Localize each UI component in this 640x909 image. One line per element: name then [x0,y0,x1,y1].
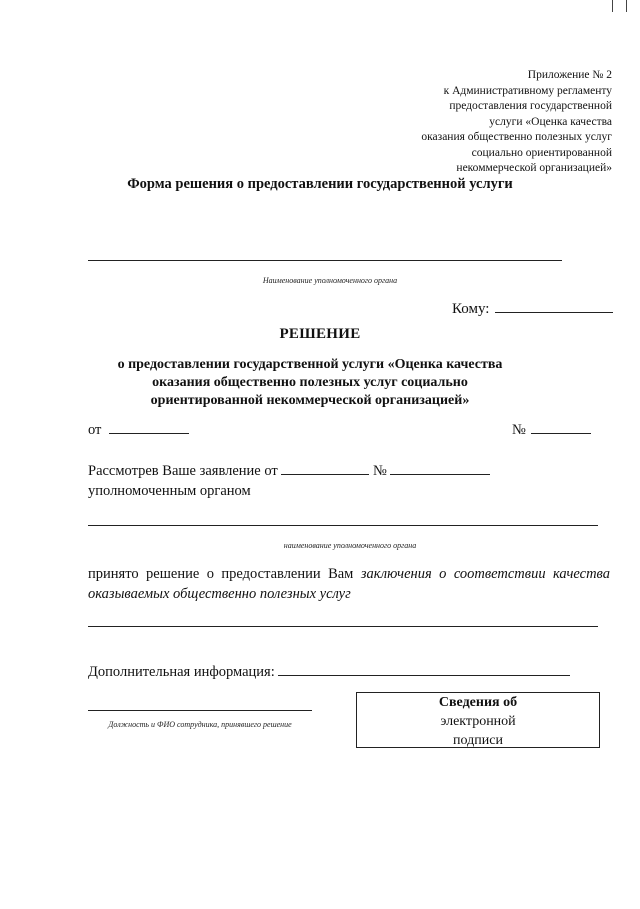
form-title: Форма решения о предоставлении государственной услуги [127,176,513,192]
scan-edge-mark [626,0,627,12]
annex-line: Приложение № 2 [527,69,612,81]
annex-line: некоммерческой организацией» [456,162,612,174]
date-blank [109,420,189,434]
application-number-blank [390,461,490,475]
scan-edge-mark [612,0,613,12]
number-label: № [512,422,526,438]
date-field [88,420,189,439]
decision-subtitle: о предоставлении государственной услуги «Оценка качества оказания общественно полезных услуг социально ориентированной некоммерческой организацией» [117,357,503,408]
decision-body-italic: заключения о соответствии качества оказываемых общественно полезных услуг [88,566,611,602]
reviewed-text: Рассмотрев Ваше заявление от [88,463,278,479]
signer-caption: Должность и ФИО сотрудника, принявшего решение [108,720,292,729]
number-blank [531,420,591,434]
decision-title: РЕШЕНИЕ [279,326,361,342]
recipient-field [452,298,613,318]
authority-caption: Наименование уполномоченного органа [262,276,398,285]
decision-body-plain: принято решение о предоставлении Вам [88,566,361,582]
recipient-blank [495,298,613,313]
date-label: от [88,422,102,438]
annex-line: услуги «Оценка качества [489,115,612,128]
number-field [512,420,591,439]
reviewed-paragraph [88,461,490,501]
application-date-blank [281,461,369,475]
recipient-label: Кому: [452,301,490,317]
signature-box-line: Сведения об [438,695,518,710]
additional-info-blank [278,662,570,676]
annex-header [372,68,612,177]
annex-line: к Административному регламенту [443,84,612,97]
decision-body [88,564,610,604]
signature-box-line: подписи [453,733,503,748]
additional-info-label: Дополнительная информация: [88,664,275,680]
additional-info-field [88,662,570,681]
authority-name-line [88,260,562,261]
authority-name-line-2 [88,525,598,526]
reviewed-line2: уполномоченным органом [88,483,251,499]
decision-body-line [88,626,598,627]
authority-caption-2: наименование уполномоченного органа [283,541,417,550]
annex-line: оказания общественно полезных услуг [421,131,612,143]
annex-line: социально ориентированной [471,146,612,159]
signature-info-box [356,692,600,748]
application-number-label: № [373,463,387,479]
signature-box-line: электронной [440,714,516,729]
signer-line [88,710,312,711]
annex-line: предоставления государственной [449,100,612,112]
